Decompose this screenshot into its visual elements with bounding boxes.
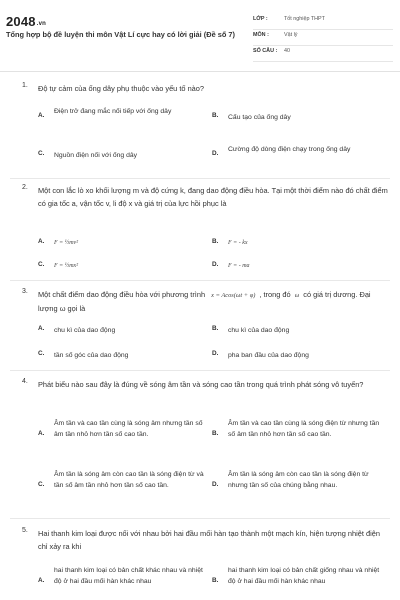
omega-symbol: ω bbox=[294, 292, 300, 299]
option-letter: C. bbox=[38, 350, 45, 357]
question-text-part: , trong đó bbox=[259, 290, 291, 299]
option-text: hai thanh kim loại có bản chất giống nhau và nhiệt độ ở hai đầu mối hàn khác nhau bbox=[228, 567, 380, 585]
option-text: Âm tần là sóng âm còn cao tần là sóng điện từ nhưng tần số của chúng bằng nhau. bbox=[228, 471, 369, 489]
question-text-part: có giá trị dương. Đại lượng ω gọi là bbox=[38, 290, 371, 313]
question-number: 2. bbox=[22, 184, 28, 191]
divider bbox=[10, 370, 390, 371]
option-letter: D. bbox=[212, 261, 219, 268]
meta-value: Vật lý bbox=[284, 32, 298, 38]
option-letter: C. bbox=[38, 150, 45, 157]
logo-suffix: .vn bbox=[36, 21, 47, 27]
equation: x = Acos(ωt + φ) bbox=[211, 292, 256, 299]
option-text: pha ban đầu của dao động bbox=[228, 352, 309, 359]
meta-value: Tốt nghiệp THPT bbox=[284, 16, 325, 22]
option-letter: B. bbox=[212, 577, 219, 584]
option-text: Âm tần và cao tần cùng là sóng điện từ nhưng tần số âm tần nhỏ hơn tần số cao tần. bbox=[228, 420, 380, 438]
option-text: Âm tần là sóng âm còn cao tần là sóng điện từ và tần số âm tần nhỏ hơn tần số cao tần. bbox=[54, 471, 204, 489]
option-text: tần số góc của dao động bbox=[54, 352, 129, 359]
option-text: Cường độ dòng điện chạy trong ống dây bbox=[228, 146, 351, 153]
document-meta bbox=[253, 14, 393, 62]
logo-main: 2048 bbox=[6, 14, 36, 29]
option-letter: A. bbox=[38, 325, 45, 332]
option-formula: F = - ma bbox=[228, 263, 250, 269]
document-header bbox=[0, 0, 400, 72]
option-letter: C. bbox=[38, 481, 45, 488]
option-text: Cấu tạo của ống dây bbox=[228, 114, 291, 121]
question-text-part: Một chất điểm dao động điều hòa với phương trình bbox=[38, 290, 206, 299]
option-letter: A. bbox=[38, 112, 45, 119]
meta-value: 40 bbox=[284, 48, 290, 54]
option-letter: B. bbox=[212, 112, 219, 119]
meta-row-subject bbox=[253, 30, 393, 46]
meta-row-class bbox=[253, 14, 393, 30]
option-letter: B. bbox=[212, 238, 219, 245]
question-text: Độ tự cảm của ống dây phụ thuộc vào yếu tố nào? bbox=[38, 84, 205, 93]
document-title: Tổng hợp bộ đề luyện thi môn Vật Lí cực hay có lời giải (Đề số 7) bbox=[6, 30, 235, 39]
option-text: chu kì của dao động bbox=[54, 327, 116, 334]
question-text bbox=[38, 288, 388, 315]
divider bbox=[10, 178, 390, 179]
question-number: 3. bbox=[22, 288, 28, 295]
divider bbox=[10, 518, 390, 519]
option-letter: A. bbox=[38, 430, 45, 437]
option-text: chu kì của dao động bbox=[228, 327, 290, 334]
question-number: 1. bbox=[22, 82, 28, 89]
question-text: Phát biểu nào sau đây là đúng về sóng âm tần và sóng cao tần trong quá trình phát sóng vô tuyến? bbox=[38, 380, 364, 389]
question-text: Một con lắc lò xo khối lượng m và độ cứng k, đang dao động điều hòa. Tại một thời điểm nào đó chất điểm có gia tốc a, vận tốc v, li độ x và giá trị của lực hồi phục là bbox=[38, 186, 388, 208]
meta-row-count bbox=[253, 46, 393, 62]
option-letter: C. bbox=[38, 261, 45, 268]
option-formula: F = ½mx² bbox=[54, 263, 79, 269]
question-number: 4. bbox=[22, 378, 28, 385]
option-letter: D. bbox=[212, 481, 219, 488]
divider bbox=[10, 280, 390, 281]
option-formula: F = ½mv² bbox=[54, 240, 79, 246]
question-number: 5. bbox=[22, 527, 28, 534]
site-logo[interactable] bbox=[6, 14, 46, 29]
option-text: Nguồn điện nối với ống dây bbox=[54, 152, 138, 159]
option-text: Âm tần và cao tần cùng là sóng âm nhưng tần số âm tần nhỏ hơn tần số cao tần. bbox=[54, 420, 203, 438]
option-letter: A. bbox=[38, 238, 45, 245]
meta-label: SỐ CÂU : bbox=[253, 48, 278, 54]
meta-label: LỚP : bbox=[253, 16, 268, 22]
question-text: Hai thanh kim loại được nối với nhau bởi hai đầu mối hàn tạo thành một mạch kín, hiện tượng nhiệt điện chỉ xảy ra khi bbox=[38, 529, 380, 551]
option-formula: F = - kx bbox=[228, 240, 248, 246]
option-text: hai thanh kim loại có bản chất khác nhau và nhiệt độ ở hai đầu mối hàn khác nhau bbox=[54, 567, 203, 585]
option-letter: D. bbox=[212, 150, 219, 157]
option-letter: B. bbox=[212, 325, 219, 332]
meta-label: MÔN : bbox=[253, 32, 269, 38]
option-letter: D. bbox=[212, 350, 219, 357]
option-letter: A. bbox=[38, 577, 45, 584]
option-letter: B. bbox=[212, 430, 219, 437]
option-text: Điện trở đang mắc nối tiếp với ống dây bbox=[54, 108, 172, 115]
